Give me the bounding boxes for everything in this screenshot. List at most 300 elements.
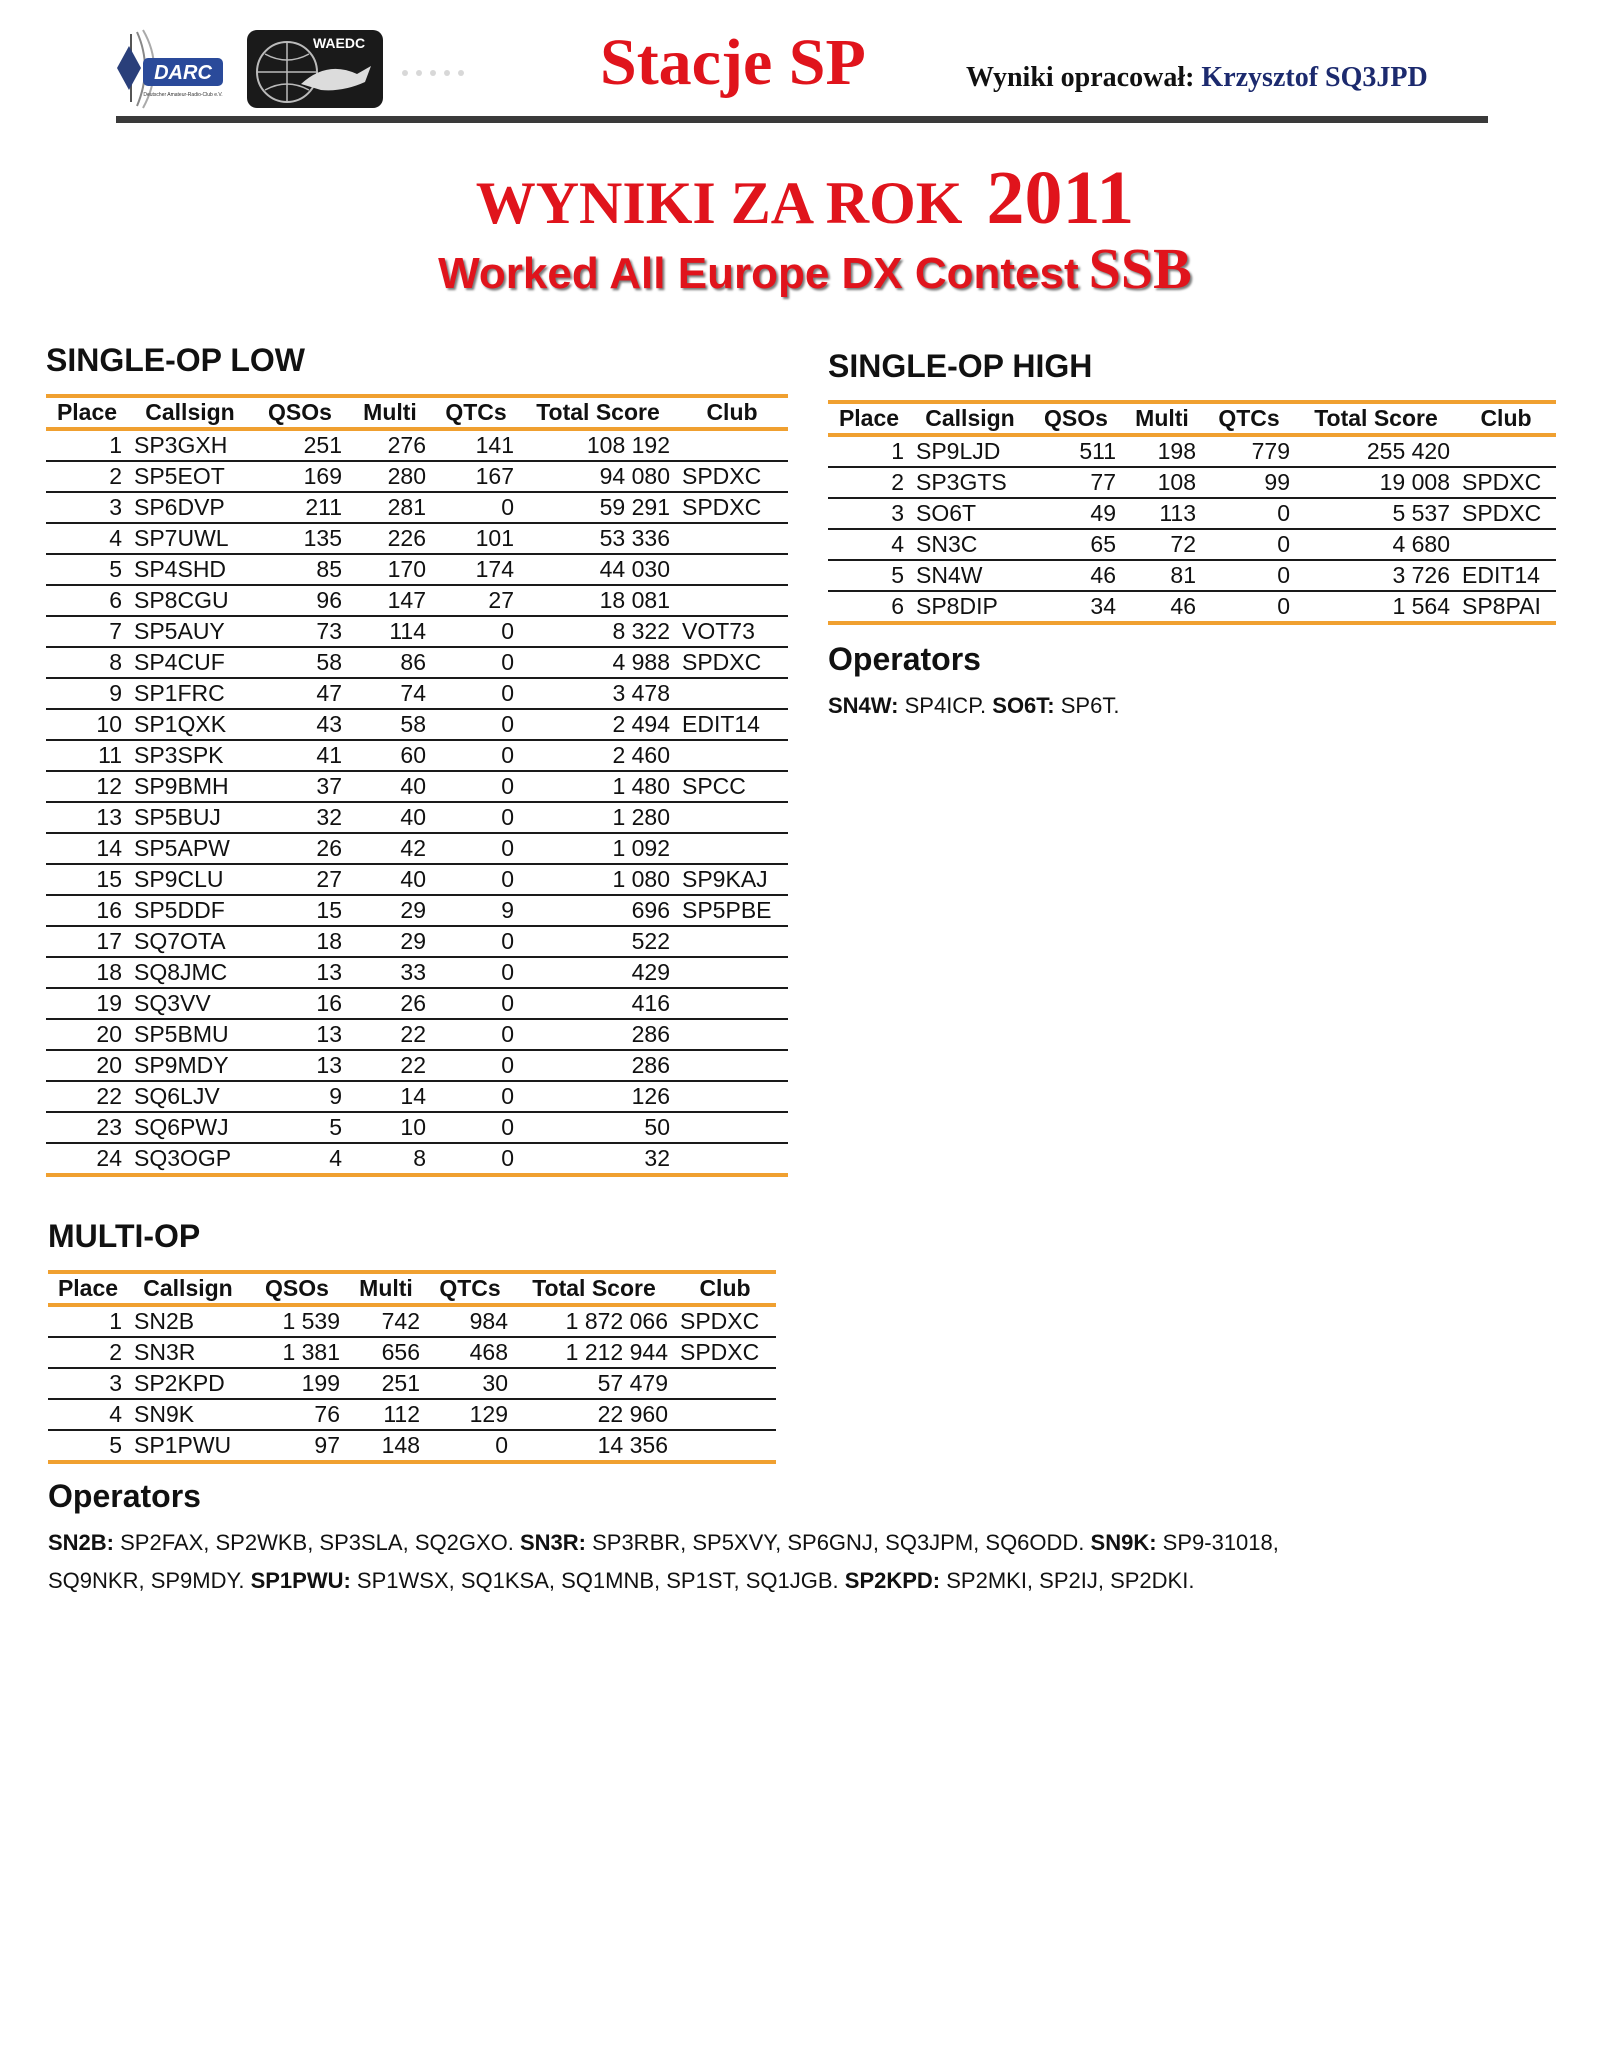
cell-place: 22 xyxy=(46,1081,128,1112)
cell-place: 3 xyxy=(48,1368,128,1399)
multi-op-section xyxy=(48,1220,1308,1600)
table-row xyxy=(46,988,788,1019)
column-header-callsign: Callsign xyxy=(910,402,1030,435)
cell-callsign: SP9BMH xyxy=(128,771,252,802)
cell-qtcs: 9 xyxy=(432,895,520,926)
cell-club: SPDXC xyxy=(1456,467,1556,498)
table-row xyxy=(46,523,788,554)
darc-logo xyxy=(113,28,229,110)
cell-place: 4 xyxy=(46,523,128,554)
cell-qsos: 5 xyxy=(252,1112,348,1143)
cell-total-score: 3 726 xyxy=(1296,560,1456,591)
cell-place: 14 xyxy=(46,833,128,864)
cell-club xyxy=(674,1368,776,1399)
cell-multi: 29 xyxy=(348,895,432,926)
table-row xyxy=(828,435,1556,467)
cell-qsos: 1 381 xyxy=(248,1337,346,1368)
cell-qtcs: 0 xyxy=(432,957,520,988)
operator-names: SP3RBR, SP5XVY, SP6GNJ, SQ3JPM, SQ6ODD. xyxy=(585,1530,1091,1555)
cell-multi: 26 xyxy=(348,988,432,1019)
cell-place: 6 xyxy=(828,591,910,623)
cell-place: 5 xyxy=(46,554,128,585)
table-row xyxy=(46,1019,788,1050)
contest-mode: SSB xyxy=(1088,236,1192,301)
table-row xyxy=(48,1368,776,1399)
cell-club xyxy=(674,1430,776,1462)
cell-callsign: SN4W xyxy=(910,560,1030,591)
cell-callsign: SP4SHD xyxy=(128,554,252,585)
column-header-total-score: Total Score xyxy=(1296,402,1456,435)
column-header-club: Club xyxy=(1456,402,1556,435)
table-row xyxy=(46,554,788,585)
cell-qtcs: 27 xyxy=(432,585,520,616)
cell-callsign: SP9CLU xyxy=(128,864,252,895)
cell-qsos: 18 xyxy=(252,926,348,957)
cell-qsos: 77 xyxy=(1030,467,1122,498)
cell-club xyxy=(676,740,788,771)
operator-names: SP2FAX, SP2WKB, SP3SLA, SQ2GXO. xyxy=(114,1530,520,1555)
table-row xyxy=(828,529,1556,560)
cell-multi: 29 xyxy=(348,926,432,957)
single-op-high-section xyxy=(828,350,1556,725)
cell-qtcs: 99 xyxy=(1202,467,1296,498)
cell-qsos: 27 xyxy=(252,864,348,895)
cell-qtcs: 0 xyxy=(432,1050,520,1081)
cell-qsos: 49 xyxy=(1030,498,1122,529)
cell-place: 11 xyxy=(46,740,128,771)
cell-qsos: 169 xyxy=(252,461,348,492)
cell-multi: 226 xyxy=(348,523,432,554)
column-header-place: Place xyxy=(46,396,128,429)
cell-club: SPDXC xyxy=(1456,498,1556,529)
cell-place: 19 xyxy=(46,988,128,1019)
cell-place: 1 xyxy=(46,429,128,461)
operator-callsign: SO6T: xyxy=(992,693,1055,718)
svg-text:DARC: DARC xyxy=(154,62,212,84)
cell-club: SPDXC xyxy=(674,1337,776,1368)
cell-club xyxy=(676,554,788,585)
cell-total-score: 255 420 xyxy=(1296,435,1456,467)
cell-place: 9 xyxy=(46,678,128,709)
single-op-high-title: SINGLE-OP HIGH xyxy=(828,348,1093,384)
cell-multi: 281 xyxy=(348,492,432,523)
cell-club xyxy=(676,957,788,988)
operators-title: Operators xyxy=(828,641,981,677)
multi-op-operators xyxy=(48,1480,1308,1600)
cell-qtcs: 141 xyxy=(432,429,520,461)
cell-total-score: 4 680 xyxy=(1296,529,1456,560)
cell-qsos: 251 xyxy=(252,429,348,461)
operator-callsign: SN4W: xyxy=(828,693,899,718)
cell-club xyxy=(676,1081,788,1112)
cell-multi: 656 xyxy=(346,1337,426,1368)
operators-title: Operators xyxy=(48,1478,201,1514)
cell-club: SPDXC xyxy=(676,461,788,492)
cell-qtcs: 0 xyxy=(432,1112,520,1143)
table-row xyxy=(48,1430,776,1462)
operator-names: SP1WSX, SQ1KSA, SQ1MNB, SP1ST, SQ1JGB. xyxy=(350,1568,845,1593)
cell-callsign: SO6T xyxy=(910,498,1030,529)
cell-multi: 42 xyxy=(348,833,432,864)
cell-place: 2 xyxy=(46,461,128,492)
table-row xyxy=(46,833,788,864)
header-divider xyxy=(116,116,1488,123)
cell-callsign: SP9MDY xyxy=(128,1050,252,1081)
cell-qtcs: 0 xyxy=(432,802,520,833)
cell-total-score: 22 960 xyxy=(514,1399,674,1430)
cell-place: 18 xyxy=(46,957,128,988)
column-header-club: Club xyxy=(674,1272,776,1305)
table-row xyxy=(46,647,788,678)
cell-qsos: 37 xyxy=(252,771,348,802)
cell-callsign: SP8CGU xyxy=(128,585,252,616)
cell-multi: 10 xyxy=(348,1112,432,1143)
cell-total-score: 126 xyxy=(520,1081,676,1112)
cell-qsos: 211 xyxy=(252,492,348,523)
cell-multi: 72 xyxy=(1122,529,1202,560)
cell-club xyxy=(676,1019,788,1050)
cell-place: 8 xyxy=(46,647,128,678)
column-header-qsos: QSOs xyxy=(1030,402,1122,435)
cell-club: SPDXC xyxy=(676,492,788,523)
cell-club xyxy=(676,833,788,864)
cell-qsos: 9 xyxy=(252,1081,348,1112)
operators-list xyxy=(48,1524,1308,1600)
cell-qsos: 58 xyxy=(252,647,348,678)
cell-total-score: 2 460 xyxy=(520,740,676,771)
cell-qtcs: 101 xyxy=(432,523,520,554)
cell-total-score: 57 479 xyxy=(514,1368,674,1399)
table-row xyxy=(46,492,788,523)
cell-multi: 8 xyxy=(348,1143,432,1175)
cell-callsign: SP3GXH xyxy=(128,429,252,461)
cell-qsos: 15 xyxy=(252,895,348,926)
cell-qsos: 47 xyxy=(252,678,348,709)
table-row xyxy=(46,461,788,492)
cell-callsign: SN2B xyxy=(128,1305,248,1337)
cell-qtcs: 0 xyxy=(426,1430,514,1462)
table-body xyxy=(46,429,788,1175)
cell-multi: 148 xyxy=(346,1430,426,1462)
cell-total-score: 1 480 xyxy=(520,771,676,802)
cell-qsos: 34 xyxy=(1030,591,1122,623)
cell-callsign: SQ8JMC xyxy=(128,957,252,988)
cell-qtcs: 0 xyxy=(1202,560,1296,591)
column-header-club: Club xyxy=(676,396,788,429)
cell-total-score: 44 030 xyxy=(520,554,676,585)
table-row xyxy=(46,429,788,461)
cell-callsign: SQ6LJV xyxy=(128,1081,252,1112)
cell-club xyxy=(676,523,788,554)
cell-qsos: 73 xyxy=(252,616,348,647)
cell-place: 3 xyxy=(46,492,128,523)
table-row xyxy=(46,926,788,957)
cell-club: SP5PBE xyxy=(676,895,788,926)
cell-place: 4 xyxy=(828,529,910,560)
cell-qsos: 1 539 xyxy=(248,1305,346,1337)
cell-place: 10 xyxy=(46,709,128,740)
column-header-qsos: QSOs xyxy=(248,1272,346,1305)
cell-place: 2 xyxy=(828,467,910,498)
cell-club xyxy=(676,926,788,957)
single-op-high-table xyxy=(828,400,1556,625)
single-op-low-section xyxy=(46,344,788,1177)
table-row xyxy=(48,1399,776,1430)
single-op-low-title: SINGLE-OP LOW xyxy=(46,342,305,378)
column-header-multi: Multi xyxy=(346,1272,426,1305)
cell-place: 20 xyxy=(46,1019,128,1050)
cell-multi: 147 xyxy=(348,585,432,616)
cell-place: 5 xyxy=(828,560,910,591)
table-row xyxy=(46,1143,788,1175)
cell-club: SP8PAI xyxy=(1456,591,1556,623)
cell-total-score: 53 336 xyxy=(520,523,676,554)
column-header-qtcs: QTCs xyxy=(1202,402,1296,435)
cell-multi: 40 xyxy=(348,771,432,802)
operator-callsign: SN2B: xyxy=(48,1530,115,1555)
cell-place: 13 xyxy=(46,802,128,833)
cell-qsos: 65 xyxy=(1030,529,1122,560)
cell-qsos: 16 xyxy=(252,988,348,1019)
cell-total-score: 59 291 xyxy=(520,492,676,523)
cell-callsign: SN9K xyxy=(128,1399,248,1430)
cell-multi: 40 xyxy=(348,802,432,833)
column-header-place: Place xyxy=(828,402,910,435)
operator-names: SP9-31018, SQ9NKR, SP9MDY. xyxy=(48,1530,1279,1593)
contest-subtitle xyxy=(0,236,1600,301)
cell-place: 20 xyxy=(46,1050,128,1081)
cell-qsos: 96 xyxy=(252,585,348,616)
table-row xyxy=(46,957,788,988)
table-row xyxy=(46,709,788,740)
cell-multi: 280 xyxy=(348,461,432,492)
table-row xyxy=(46,1050,788,1081)
cell-qsos: 32 xyxy=(252,802,348,833)
table-row xyxy=(46,1081,788,1112)
cell-total-score: 2 494 xyxy=(520,709,676,740)
cell-callsign: SP1PWU xyxy=(128,1430,248,1462)
cell-qsos: 97 xyxy=(248,1430,346,1462)
cell-multi: 33 xyxy=(348,957,432,988)
cell-qsos: 511 xyxy=(1030,435,1122,467)
cell-club xyxy=(1456,435,1556,467)
cell-callsign: SP3GTS xyxy=(910,467,1030,498)
table-row xyxy=(46,616,788,647)
operator-callsign: SP1PWU: xyxy=(250,1568,351,1593)
cell-callsign: SN3C xyxy=(910,529,1030,560)
cell-place: 5 xyxy=(48,1430,128,1462)
cell-qtcs: 0 xyxy=(432,492,520,523)
results-year: 2011 xyxy=(986,156,1135,240)
cell-club: VOT73 xyxy=(676,616,788,647)
cell-qsos: 13 xyxy=(252,957,348,988)
cell-total-score: 522 xyxy=(520,926,676,957)
svg-text:Deutscher Amateur-Radio-Club e: Deutscher Amateur-Radio-Club e.V. xyxy=(143,92,223,98)
table-row xyxy=(828,591,1556,623)
cell-multi: 58 xyxy=(348,709,432,740)
cell-qsos: 41 xyxy=(252,740,348,771)
page-title: Stacje SP xyxy=(600,26,866,99)
cell-multi: 46 xyxy=(1122,591,1202,623)
cell-callsign: SQ7OTA xyxy=(128,926,252,957)
cell-callsign: SP1QXK xyxy=(128,709,252,740)
faint-logo xyxy=(395,62,485,84)
cell-qtcs: 0 xyxy=(432,740,520,771)
cell-total-score: 1 280 xyxy=(520,802,676,833)
cell-qtcs: 30 xyxy=(426,1368,514,1399)
cell-club: SPDXC xyxy=(676,647,788,678)
cell-multi: 112 xyxy=(346,1399,426,1430)
cell-qsos: 13 xyxy=(252,1050,348,1081)
cell-callsign: SP5AUY xyxy=(128,616,252,647)
cell-multi: 251 xyxy=(346,1368,426,1399)
cell-qtcs: 0 xyxy=(432,771,520,802)
operator-names: SP4ICP. xyxy=(898,693,993,718)
cell-place: 1 xyxy=(828,435,910,467)
page-header xyxy=(0,0,1600,130)
cell-qsos: 135 xyxy=(252,523,348,554)
cell-club xyxy=(676,802,788,833)
cell-total-score: 14 356 xyxy=(514,1430,674,1462)
cell-club xyxy=(1456,529,1556,560)
cell-callsign: SP8DIP xyxy=(910,591,1030,623)
table-row xyxy=(828,498,1556,529)
cell-place: 3 xyxy=(828,498,910,529)
cell-qtcs: 0 xyxy=(432,1019,520,1050)
author-name: Krzysztof SQ3JPD xyxy=(1201,62,1428,93)
column-header-qtcs: QTCs xyxy=(432,396,520,429)
cell-club: SPDXC xyxy=(674,1305,776,1337)
cell-callsign: SP5BMU xyxy=(128,1019,252,1050)
cell-total-score: 18 081 xyxy=(520,585,676,616)
table-row xyxy=(46,740,788,771)
cell-club xyxy=(676,1112,788,1143)
cell-multi: 742 xyxy=(346,1305,426,1337)
cell-callsign: SP5DDF xyxy=(128,895,252,926)
cell-qtcs: 984 xyxy=(426,1305,514,1337)
column-header-multi: Multi xyxy=(1122,402,1202,435)
cell-multi: 114 xyxy=(348,616,432,647)
column-header-callsign: Callsign xyxy=(128,1272,248,1305)
cell-place: 6 xyxy=(46,585,128,616)
cell-club: SP9KAJ xyxy=(676,864,788,895)
cell-qtcs: 129 xyxy=(426,1399,514,1430)
author-credit xyxy=(966,62,1428,94)
cell-total-score: 416 xyxy=(520,988,676,1019)
cell-qsos: 4 xyxy=(252,1143,348,1175)
cell-total-score: 429 xyxy=(520,957,676,988)
cell-place: 4 xyxy=(48,1399,128,1430)
cell-qtcs: 0 xyxy=(432,833,520,864)
waedc-logo xyxy=(247,30,383,108)
cell-total-score: 1 872 066 xyxy=(514,1305,674,1337)
cell-total-score: 94 080 xyxy=(520,461,676,492)
cell-callsign: SP5EOT xyxy=(128,461,252,492)
column-header-place: Place xyxy=(48,1272,128,1305)
cell-total-score: 50 xyxy=(520,1112,676,1143)
cell-qtcs: 0 xyxy=(1202,529,1296,560)
cell-club: EDIT14 xyxy=(1456,560,1556,591)
cell-club xyxy=(676,585,788,616)
operator-names: SP2MKI, SP2IJ, SP2DKI. xyxy=(940,1568,1195,1593)
cell-place: 24 xyxy=(46,1143,128,1175)
cell-place: 1 xyxy=(48,1305,128,1337)
cell-total-score: 1 564 xyxy=(1296,591,1456,623)
cell-qtcs: 468 xyxy=(426,1337,514,1368)
cell-qtcs: 0 xyxy=(432,988,520,1019)
table-row xyxy=(46,585,788,616)
operator-names: SP6T. xyxy=(1054,693,1120,718)
operator-callsign: SP2KPD: xyxy=(844,1568,941,1593)
cell-multi: 86 xyxy=(348,647,432,678)
cell-club: EDIT14 xyxy=(676,709,788,740)
cell-callsign: SP5APW xyxy=(128,833,252,864)
cell-qtcs: 0 xyxy=(432,1081,520,1112)
cell-total-score: 1 212 944 xyxy=(514,1337,674,1368)
single-op-low-table xyxy=(46,394,788,1177)
cell-total-score: 3 478 xyxy=(520,678,676,709)
table-row xyxy=(48,1305,776,1337)
operators-list xyxy=(828,687,1556,725)
cell-qtcs: 0 xyxy=(1202,498,1296,529)
results-title-text: WYNIKI ZA ROK xyxy=(475,170,963,236)
contest-name: Worked All Europe DX Contest xyxy=(438,249,1079,298)
table-body xyxy=(48,1305,776,1462)
cell-qtcs: 0 xyxy=(432,616,520,647)
cell-qsos: 26 xyxy=(252,833,348,864)
svg-text:WAEDC: WAEDC xyxy=(312,35,366,51)
cell-qtcs: 167 xyxy=(432,461,520,492)
cell-qtcs: 0 xyxy=(432,678,520,709)
cell-club xyxy=(676,678,788,709)
cell-callsign: SP4CUF xyxy=(128,647,252,678)
cell-total-score: 1 080 xyxy=(520,864,676,895)
cell-club xyxy=(676,1050,788,1081)
author-label: Wyniki opracował: xyxy=(966,62,1195,93)
operator-callsign: SN9K: xyxy=(1090,1530,1157,1555)
cell-total-score: 1 092 xyxy=(520,833,676,864)
cell-place: 2 xyxy=(48,1337,128,1368)
cell-total-score: 4 988 xyxy=(520,647,676,678)
cell-qsos: 13 xyxy=(252,1019,348,1050)
table-row xyxy=(828,560,1556,591)
cell-callsign: SQ3OGP xyxy=(128,1143,252,1175)
cell-qtcs: 779 xyxy=(1202,435,1296,467)
cell-multi: 276 xyxy=(348,429,432,461)
cell-multi: 108 xyxy=(1122,467,1202,498)
multi-op-table xyxy=(48,1270,776,1464)
cell-qsos: 199 xyxy=(248,1368,346,1399)
cell-total-score: 108 192 xyxy=(520,429,676,461)
table-body xyxy=(828,435,1556,623)
multi-op-title: MULTI-OP xyxy=(48,1218,201,1254)
column-header-qsos: QSOs xyxy=(252,396,348,429)
cell-qtcs: 0 xyxy=(432,1143,520,1175)
cell-qtcs: 0 xyxy=(432,647,520,678)
cell-qsos: 85 xyxy=(252,554,348,585)
cell-place: 7 xyxy=(46,616,128,647)
table-header-row xyxy=(46,396,788,429)
column-header-callsign: Callsign xyxy=(128,396,252,429)
cell-place: 17 xyxy=(46,926,128,957)
cell-callsign: SQ3VV xyxy=(128,988,252,1019)
table-row xyxy=(46,895,788,926)
single-op-high-operators xyxy=(828,643,1556,725)
cell-callsign: SN3R xyxy=(128,1337,248,1368)
cell-multi: 60 xyxy=(348,740,432,771)
table-row xyxy=(828,467,1556,498)
cell-callsign: SP9LJD xyxy=(910,435,1030,467)
